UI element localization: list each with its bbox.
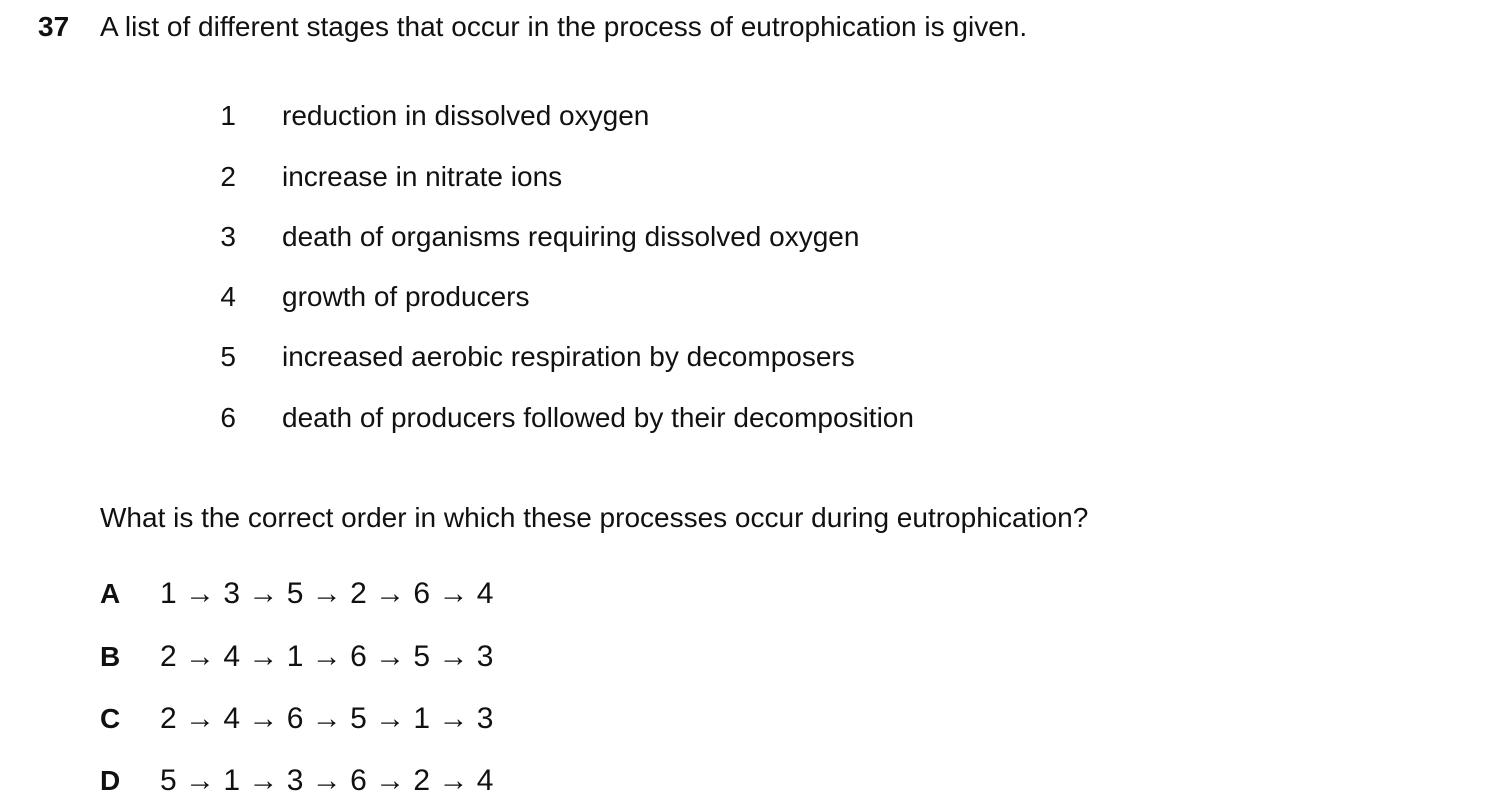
- stage-text: increased aerobic respiration by decomposers: [282, 341, 855, 372]
- stage-text: death of organisms requiring dissolved oxygen: [282, 221, 860, 252]
- stage-number: 5: [220, 341, 236, 372]
- question-prompt: What is the correct order in which these processes occur during eutrophication?: [100, 502, 1089, 533]
- option-sequence: 5 → 1 → 3 → 6 → 2 → 4: [160, 764, 494, 797]
- option-letter: B: [100, 641, 121, 672]
- stage-text: reduction in dissolved oxygen: [282, 100, 650, 131]
- question-number: 37: [38, 11, 70, 42]
- stage-text: increase in nitrate ions: [282, 161, 563, 192]
- option-letter: D: [100, 765, 121, 796]
- stage-text: death of producers followed by their decomposition: [282, 402, 914, 433]
- stage-number: 2: [220, 161, 236, 192]
- option-sequence: 1 → 3 → 5 → 2 → 6 → 4: [160, 577, 494, 610]
- stage-number: 6: [220, 402, 236, 433]
- option-sequence: 2 → 4 → 1 → 6 → 5 → 3: [160, 640, 494, 673]
- stage-number: 3: [220, 221, 236, 252]
- stage-text: growth of producers: [282, 281, 530, 312]
- option-letter: A: [100, 578, 121, 609]
- question-stem: A list of different stages that occur in the process of eutrophication is given.: [100, 11, 1028, 42]
- option-letter: C: [100, 703, 121, 734]
- stage-number: 4: [220, 281, 236, 312]
- stage-number: 1: [220, 100, 236, 131]
- option-sequence: 2 → 4 → 6 → 5 → 1 → 3: [160, 702, 494, 735]
